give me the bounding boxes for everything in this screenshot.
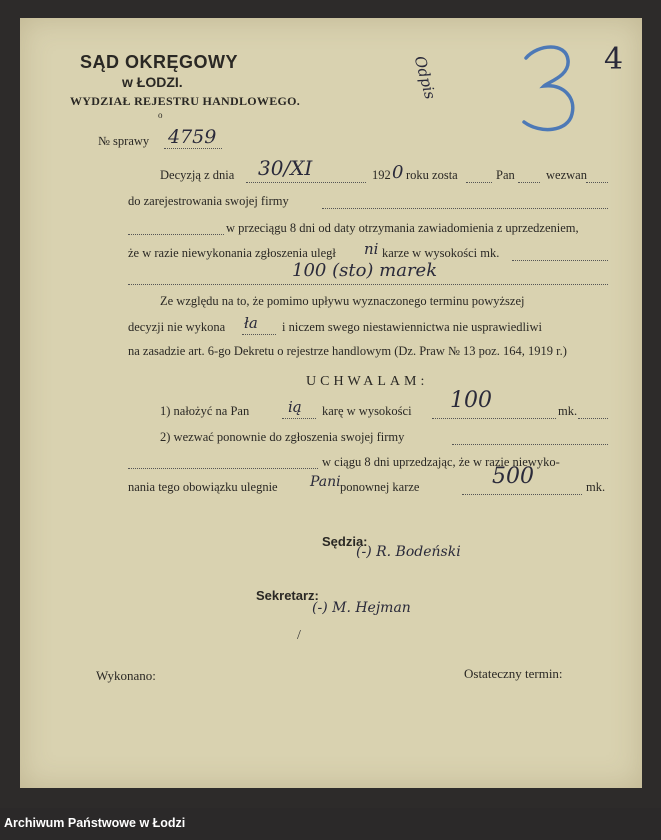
fill-line (128, 234, 224, 235)
resolution-item: w ciągu 8 dni uprzedzając, że w razie niewyko- (322, 455, 560, 469)
fill-line (452, 444, 608, 445)
decision-text: Pan (496, 168, 515, 182)
annotation-number-3 (518, 42, 582, 137)
court-name: SĄD OKRĘGOWY (80, 52, 239, 72)
handwritten-suffix: ią (288, 398, 302, 416)
fill-line (512, 260, 608, 261)
case-label: № sprawy (98, 134, 150, 148)
repeat-penalty-amount: 500 (492, 464, 534, 489)
archive-footer (0, 808, 661, 840)
fill-line (462, 494, 582, 495)
decision-text: karze w wysokości mk. (382, 246, 500, 260)
judge-label: Sędzia: (322, 534, 368, 549)
decision-text: roku zosta (406, 168, 458, 182)
year-prefix: 192 (372, 168, 391, 182)
fill-line (578, 418, 608, 419)
resolution-item: karę w wysokości (322, 404, 412, 418)
decision-text: Decyzją z dnia (160, 168, 235, 182)
decision-text: wezwan (546, 168, 587, 182)
reason-text: Ze względu na to, że pomimo upływu wyznaczonego terminu powyższej (160, 294, 525, 308)
handwritten-suffix: ni (364, 240, 379, 258)
resolution-item: mk. (586, 480, 606, 494)
reason-text: decyzji nie wykona (128, 320, 226, 334)
executed-label: Wykonano: (96, 668, 156, 683)
resolution-item: mk. (558, 404, 578, 418)
court-city: w ŁODZI. (122, 74, 183, 90)
case-number: 4759 (168, 126, 217, 148)
archive-name: Archiwum Państwowe w Łodzi (4, 816, 186, 830)
fill-line (586, 182, 608, 183)
resolution-item: 2) wezwać ponownie do zgłoszenia swojej firmy (160, 430, 405, 444)
ornament: o (158, 110, 163, 120)
case-number-line (164, 148, 222, 149)
decision-date: 30/XI (258, 156, 313, 180)
fill-line (282, 418, 316, 419)
resolution-item: ponownej karze (340, 480, 420, 494)
reason-text: na zasadzie art. 6-go Dekretu o rejestrze handlowym (Dz. Praw № 13 poz. 164, 1919 r.) (128, 344, 567, 358)
fill-line (432, 418, 556, 419)
resolution-item: 1) nałożyć na Pan (160, 404, 250, 418)
secretary-label: Sekretarz: (256, 588, 319, 603)
fill-line (128, 284, 608, 285)
resolution-item: nania tego obowiązku ulegnie (128, 480, 278, 494)
fill-line (322, 208, 608, 209)
annotation-page-number: 4 (604, 42, 624, 77)
pencil-mark: / (297, 628, 301, 643)
reason-text: i niczem swego niestawiennictwa nie usprawiedliwi (282, 320, 542, 334)
handwritten-suffix: Pani (310, 474, 341, 490)
court-department: WYDZIAŁ REJESTRU HANDLOWEGO. (70, 94, 301, 108)
annotation-odpis: Odpis (410, 54, 440, 102)
resolution-title: UCHWALAM: (306, 374, 429, 389)
judge-signature: (-) R. Bodeński (356, 544, 461, 560)
final-term-label: Ostateczny termin: (464, 666, 563, 681)
fill-line (242, 334, 276, 335)
decision-text: w przeciągu 8 dni od daty otrzymania zawiadomienia z uprzedzeniem, (226, 221, 579, 235)
decision-text: do zarejestrowania swojej firmy (128, 194, 289, 208)
secretary-signature: (-) M. Hejman (312, 600, 411, 616)
penalty-amount: 100 (450, 388, 492, 413)
fill-line (128, 468, 318, 469)
fill-line (466, 182, 492, 183)
fill-line (518, 182, 540, 183)
amount-in-words: 100 (sto) marek (292, 260, 438, 281)
fill-line (246, 182, 366, 183)
year-digit: 0 (392, 162, 404, 183)
decision-text: że w razie niewykonania zgłoszenia uległ (128, 246, 336, 260)
handwritten-suffix: ła (244, 314, 258, 332)
